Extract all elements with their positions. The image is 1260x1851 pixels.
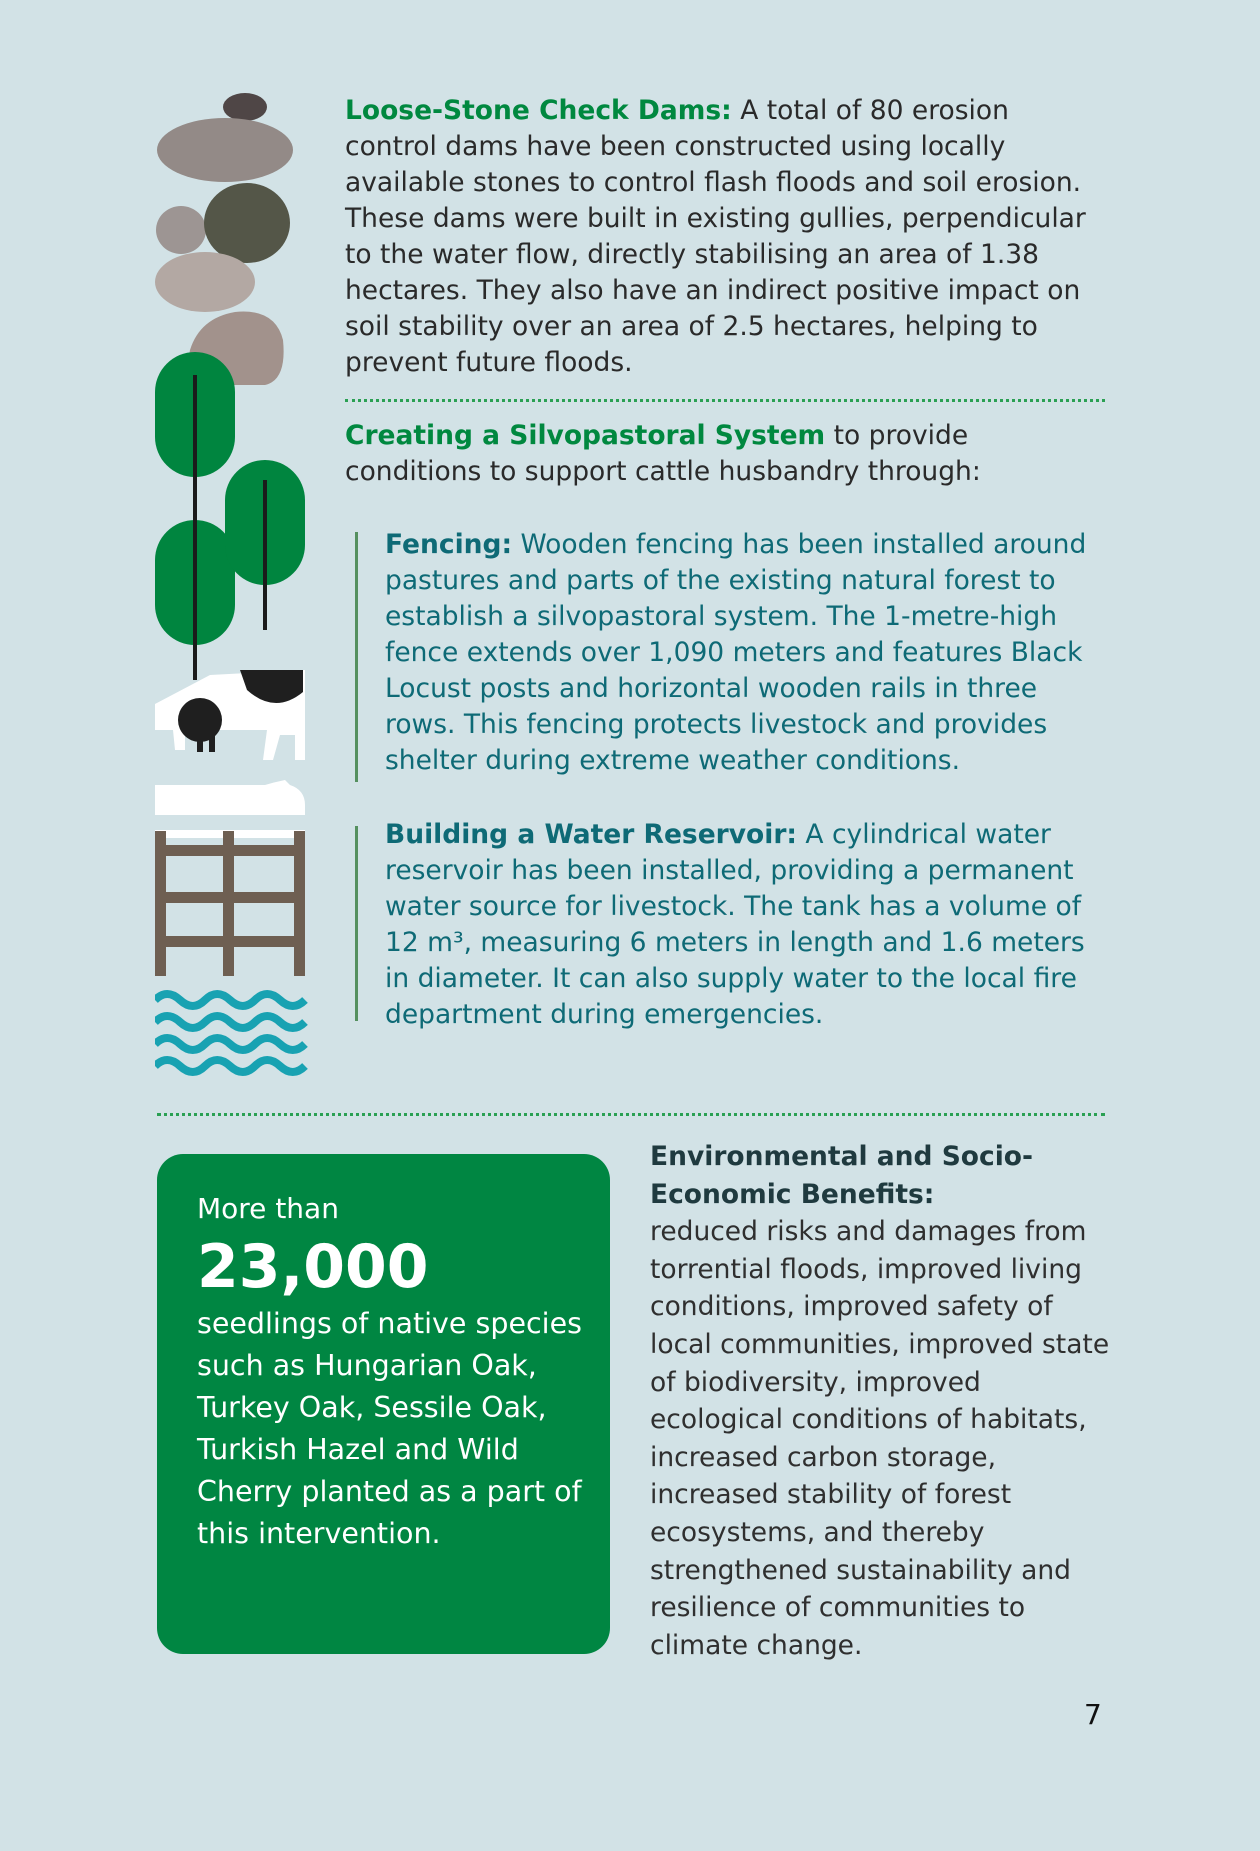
cow-icon xyxy=(155,670,305,760)
stones-icon xyxy=(155,93,293,385)
silvopastoral-text: to provide conditions to support cattle husbandry through: xyxy=(345,420,981,487)
reservoir-heading: Building a Water Reservoir: xyxy=(385,819,797,850)
page-number: 7 xyxy=(1084,1698,1102,1731)
fencing-heading: Fencing: xyxy=(385,529,513,560)
water-waves-icon xyxy=(155,994,305,1072)
trees-icon xyxy=(155,352,305,680)
divider-dotted-bottom xyxy=(157,1113,1105,1116)
seedlings-card xyxy=(157,1154,610,1654)
divider-dotted xyxy=(345,399,1105,402)
fencing-text: Wooden fencing has been installed around pastures and parts of the existing natural forest to establish a silvopastoral system. The 1-metre-high fence extends over 1,090 meters and features Black Locust posts and horizontal wooden rails in three rows. This fencing protects livestock and provides shelter during extreme weather conditions. xyxy=(385,529,1087,776)
fencing-paragraph xyxy=(385,527,1105,779)
fence-icon xyxy=(155,780,305,976)
card-pretext: More than xyxy=(197,1192,339,1225)
card-figure: 23,000 xyxy=(197,1232,429,1302)
reservoir-bar xyxy=(355,826,358,1021)
illustration-column xyxy=(155,90,315,1080)
card-text: seedlings of native species such as Hungarian Oak, Turkey Oak, Sessile Oak, Turkish Hazel and Wild Cherry planted as a part of this intervention. xyxy=(197,1307,582,1550)
fencing-bar xyxy=(355,532,358,782)
dams-text: A total of 80 erosion control dams have been constructed using locally available stones to control flash floods and soil erosion. These dams were built in existing gullies, perpendicular to the water flow, directly stabilising an area of 1.38 hectares. They also have an indirect positive impact on soil stability over an area of 2.5 hectares, helping to prevent future floods. xyxy=(345,95,1086,378)
dams-paragraph xyxy=(345,93,1105,381)
benefits-heading: Environmental and Socio-Economic Benefits: xyxy=(650,1141,1034,1210)
reservoir-text: A cylindrical water reservoir has been installed, providing a permanent water source for livestock. The tank has a volume of 12 m³, measuring 6 meters in length and 1.6 meters in diameter. It can also supply water to the local fire department during emergencies. xyxy=(385,819,1085,1030)
benefits-text: reduced risks and damages from torrential floods, improved living conditions, improved safety of local communities, improved state of biodiversity, improved ecological conditions of habitats, increased carbon storage, increased stability of forest ecosystems, and thereby strengthened sustainability and resilience of communities to climate change. xyxy=(650,1216,1110,1661)
reservoir-paragraph xyxy=(385,817,1105,1033)
dams-heading: Loose-Stone Check Dams: xyxy=(345,95,732,126)
benefits-paragraph xyxy=(650,1138,1110,1664)
silvopastoral-paragraph xyxy=(345,418,1105,490)
silvopastoral-heading: Creating a Silvopastoral System xyxy=(345,420,826,451)
